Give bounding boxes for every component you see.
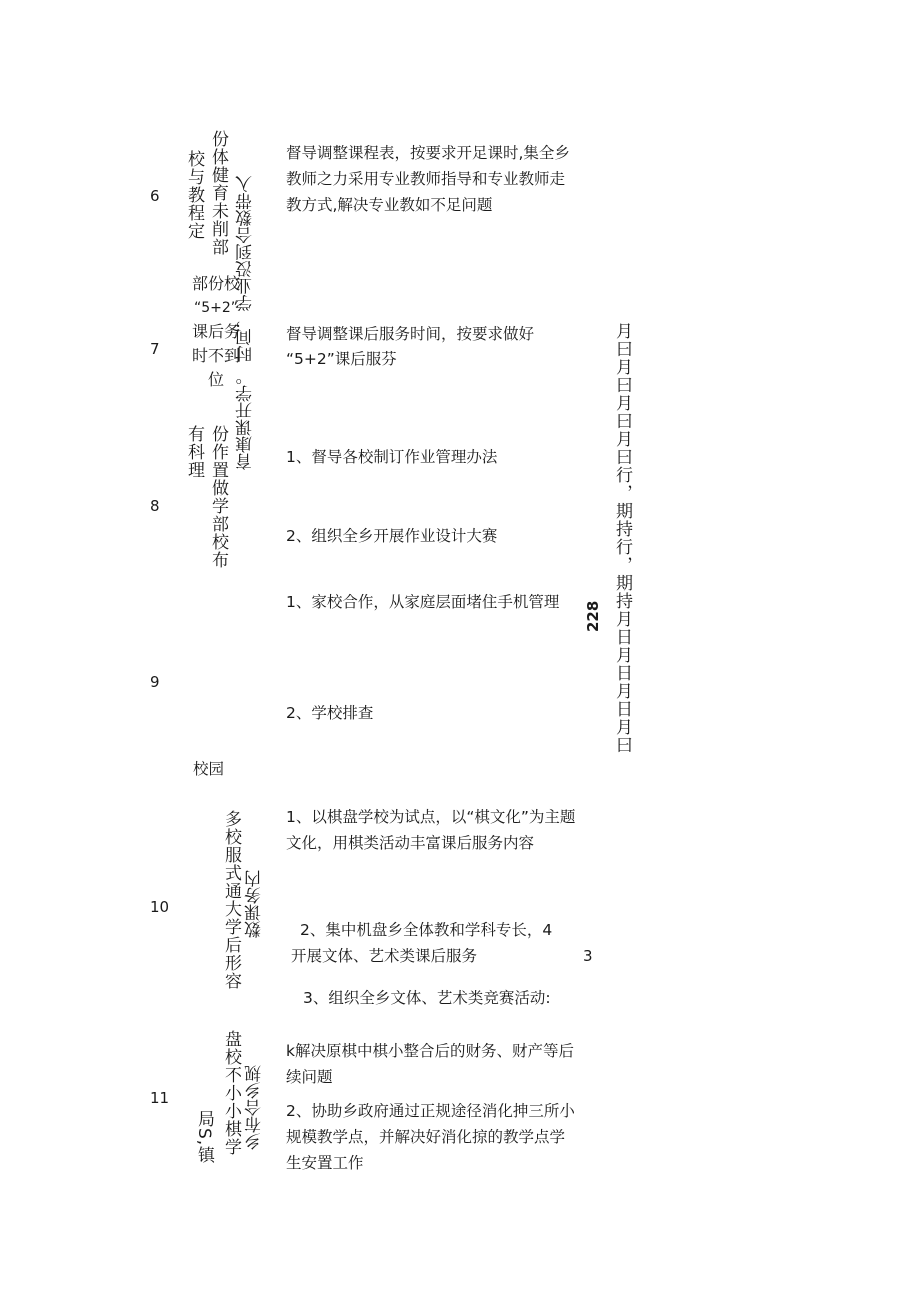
- side-date-column: 月曰月曰月曰月曰行，期持行，期持月日月日月日月曰: [612, 322, 632, 754]
- row-7-category: [188, 272, 244, 392]
- row-7-category-line: 部份校: [191, 274, 240, 293]
- row-9-action-2: 2、学校排查: [286, 704, 374, 722]
- row-10-action-3: 3、组织全乡文体、艺术类竞赛活动:: [303, 989, 551, 1007]
- row-11-action-2: 2、协助乡政府通过正规途径消化抻三所小规模教学点，并解决好消化掠的教学点学生安置工作: [286, 1102, 575, 1172]
- row-7-category-line: “5+2”: [193, 300, 239, 316]
- row-7-number: 7: [150, 340, 160, 358]
- row-7-category-line: 课后务: [191, 322, 240, 341]
- row-9-category: 校园: [193, 760, 225, 778]
- side-marker: 228: [584, 600, 602, 632]
- row-7-category-line: 时不到: [191, 346, 240, 365]
- row-10-action-2-line-2: 开展文体、艺术类课后服务: [291, 947, 478, 965]
- row-9-number: 9: [150, 673, 160, 691]
- row-11-action-1: k解决原棋中棋小整合后的财务、财产等后续问题: [286, 1042, 574, 1086]
- row-8-action-2: 2、组织全乡开展作业设计大赛: [286, 527, 498, 545]
- row-8-action-1: 1、督导各校制订作业管理办法: [286, 448, 498, 466]
- row-11-category-col-1: 盘校不小小棋学: [221, 1030, 241, 1156]
- row-6-action-text: 督导调整课程表，按要求开足课时,集全乡教师之力采用专业教师指导和专业教师走教方式,解决专业教如不足问题: [286, 144, 570, 214]
- row-7-action-line-2: “5+2”课后服芬: [286, 350, 397, 368]
- row-7-category-line: 位: [207, 370, 224, 389]
- row-6-category-col-2: 校与教程定: [184, 150, 204, 240]
- row-11-number: 11: [150, 1089, 170, 1107]
- row-10-category-col-2: 数课务内: [245, 870, 265, 938]
- row-9-action-1: 1、家校合作，从家庭层面堵住手机管理: [286, 593, 560, 611]
- row-10-category-col-1: 多校服式通大学后形容: [221, 810, 241, 990]
- row-10-action-1: 1、以棋盘学校为试点，以“棋文化”为主题文化，用棋类活动丰富课后服务内容: [286, 808, 576, 852]
- row-10-extra-mark: 3: [583, 947, 593, 965]
- row-6-category-col-1: 份体健育未削部: [208, 130, 228, 256]
- row-8-number: 8: [150, 497, 160, 515]
- row-8-category-col-1: 份作置做学部校布: [208, 425, 228, 569]
- row-11-category-col-2: 乡布合乡规: [245, 1065, 265, 1150]
- row-7-action-line-1: 督导调整课后服务时间，按要求做好: [286, 325, 535, 343]
- row-8-category-col-2: 有科理: [184, 425, 204, 479]
- row-10-action-2-line-1: 2、集中机盘乡全体教和学科专长，4: [300, 921, 553, 939]
- rotated-category-column: 育康课开学。 时间，学业没到合数带入: [236, 175, 256, 470]
- row-10-number: 10: [150, 898, 170, 916]
- row-6-number: 6: [150, 187, 160, 205]
- row-11-category-bottom: 局S,镇: [194, 1110, 214, 1165]
